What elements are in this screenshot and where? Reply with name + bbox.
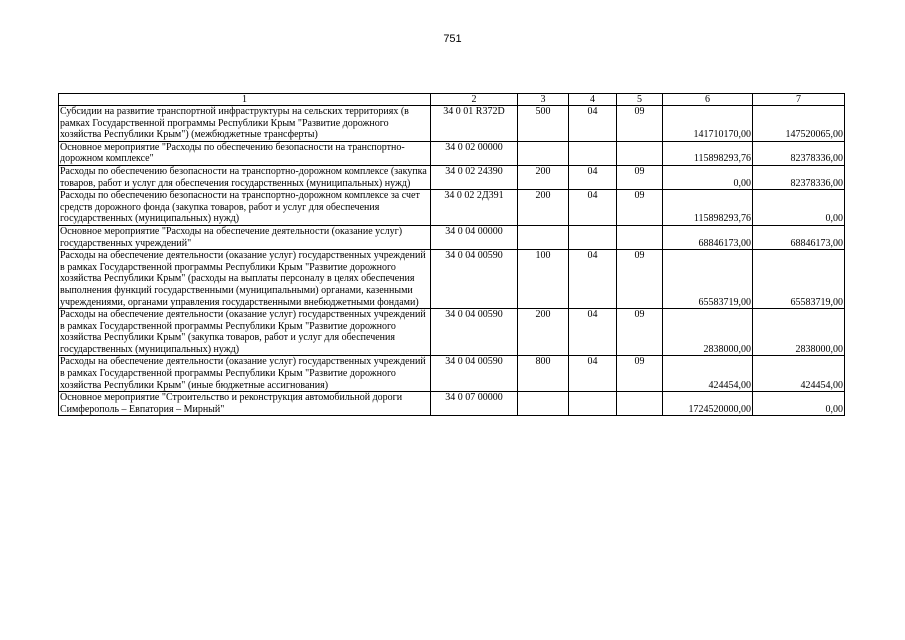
section-code	[569, 141, 617, 165]
section-code	[569, 225, 617, 249]
target-article-code: 34 0 07 00000	[431, 392, 518, 416]
page-number: 751	[443, 33, 462, 45]
subsection-code: 09	[617, 165, 663, 189]
amount-year-2: 424454,00	[753, 356, 845, 392]
item-name: Расходы на обеспечение деятельности (оказание услуг) государственных учреждений в рамках Государственной программы Республики Крым "Развитие дорожного хозяйства Республики Крым" (закупка товаров, работ и услуг для обеспечения государственных (муниципальных) нужд)	[59, 309, 431, 356]
column-header: 4	[569, 94, 617, 106]
item-name: Расходы на обеспечение деятельности (оказание услуг) государственных учреждений в рамках Государственной программы Республики Крым "Развитие дорожного хозяйства Республики Крым" (иные бюджетные ассигнования)	[59, 356, 431, 392]
amount-year-1: 1724520000,00	[663, 392, 753, 416]
column-header: 5	[617, 94, 663, 106]
table-row	[59, 141, 845, 165]
amount-year-1: 2838000,00	[663, 309, 753, 356]
expense-type-code	[518, 392, 569, 416]
section-code: 04	[569, 250, 617, 309]
subsection-code	[617, 392, 663, 416]
column-header: 6	[663, 94, 753, 106]
item-name: Расходы на обеспечение деятельности (оказание услуг) государственных учреждений в рамках Государственной программы Республики Крым "Развитие дорожного хозяйства Республики Крым" (расходы на выплаты персоналу в целях обеспечения выполнения функций государственными (муниципальными) органами, казенными учреждениями, органами управления государственными внебюджетными фондами)	[59, 250, 431, 309]
table-row	[59, 165, 845, 189]
subsection-code: 09	[617, 356, 663, 392]
subsection-code: 09	[617, 190, 663, 226]
item-name: Основное мероприятие "Расходы по обеспечению безопасности на транспортно-дорожном комплексе"	[59, 141, 431, 165]
table-row	[59, 250, 845, 309]
item-name: Основное мероприятие "Строительство и реконструкция автомобильной дороги Симферополь – Евпатория – Мирный"	[59, 392, 431, 416]
amount-year-1: 65583719,00	[663, 250, 753, 309]
amount-year-2: 82378336,00	[753, 141, 845, 165]
expense-type-code	[518, 141, 569, 165]
section-code: 04	[569, 309, 617, 356]
subsection-code: 09	[617, 250, 663, 309]
target-article-code: 34 0 04 00590	[431, 250, 518, 309]
table-row	[59, 309, 845, 356]
column-header: 3	[518, 94, 569, 106]
table-row	[59, 106, 845, 142]
target-article-code: 34 0 02 00000	[431, 141, 518, 165]
expense-type-code: 200	[518, 309, 569, 356]
target-article-code: 34 0 01 R372D	[431, 106, 518, 142]
column-header: 1	[59, 94, 431, 106]
expense-type-code: 200	[518, 165, 569, 189]
expense-type-code: 800	[518, 356, 569, 392]
section-code	[569, 392, 617, 416]
subsection-code	[617, 225, 663, 249]
amount-year-1: 115898293,76	[663, 190, 753, 226]
table-header-row	[59, 94, 845, 106]
target-article-code: 34 0 02 2Д391	[431, 190, 518, 226]
amount-year-2: 2838000,00	[753, 309, 845, 356]
expense-type-code	[518, 225, 569, 249]
target-article-code: 34 0 04 00590	[431, 356, 518, 392]
amount-year-1: 0,00	[663, 165, 753, 189]
subsection-code: 09	[617, 106, 663, 142]
amount-year-1: 115898293,76	[663, 141, 753, 165]
column-header: 2	[431, 94, 518, 106]
budget-table	[58, 93, 845, 416]
amount-year-1: 141710170,00	[663, 106, 753, 142]
expense-type-code: 200	[518, 190, 569, 226]
target-article-code: 34 0 04 00590	[431, 309, 518, 356]
subsection-code: 09	[617, 309, 663, 356]
table-row	[59, 225, 845, 249]
amount-year-2: 68846173,00	[753, 225, 845, 249]
section-code: 04	[569, 356, 617, 392]
section-code: 04	[569, 106, 617, 142]
amount-year-2: 65583719,00	[753, 250, 845, 309]
amount-year-2: 147520065,00	[753, 106, 845, 142]
table-row	[59, 392, 845, 416]
amount-year-2: 0,00	[753, 190, 845, 226]
target-article-code: 34 0 02 24390	[431, 165, 518, 189]
amount-year-2: 0,00	[753, 392, 845, 416]
item-name: Расходы по обеспечению безопасности на транспортно-дорожном комплексе (закупка товаров, работ и услуг для обеспечения государственных (муниципальных) нужд)	[59, 165, 431, 189]
section-code: 04	[569, 165, 617, 189]
table-row	[59, 356, 845, 392]
target-article-code: 34 0 04 00000	[431, 225, 518, 249]
amount-year-2: 82378336,00	[753, 165, 845, 189]
amount-year-1: 68846173,00	[663, 225, 753, 249]
section-code: 04	[569, 190, 617, 226]
item-name: Расходы по обеспечению безопасности на транспортно-дорожном комплексе за счет средств дорожного фонда (закупка товаров, работ и услуг для обеспечения государственных (муниципальных) нужд)	[59, 190, 431, 226]
expense-type-code: 500	[518, 106, 569, 142]
column-header: 7	[753, 94, 845, 106]
amount-year-1: 424454,00	[663, 356, 753, 392]
table-row	[59, 190, 845, 226]
item-name: Субсидии на развитие транспортной инфраструктуры на сельских территориях (в рамках Государственной программы Республики Крым "Развитие дорожного хозяйства Республики Крым") (межбюджетные трансферты)	[59, 106, 431, 142]
subsection-code	[617, 141, 663, 165]
expense-type-code: 100	[518, 250, 569, 309]
item-name: Основное мероприятие "Расходы на обеспечение деятельности (оказание услуг) государственных учреждений"	[59, 225, 431, 249]
